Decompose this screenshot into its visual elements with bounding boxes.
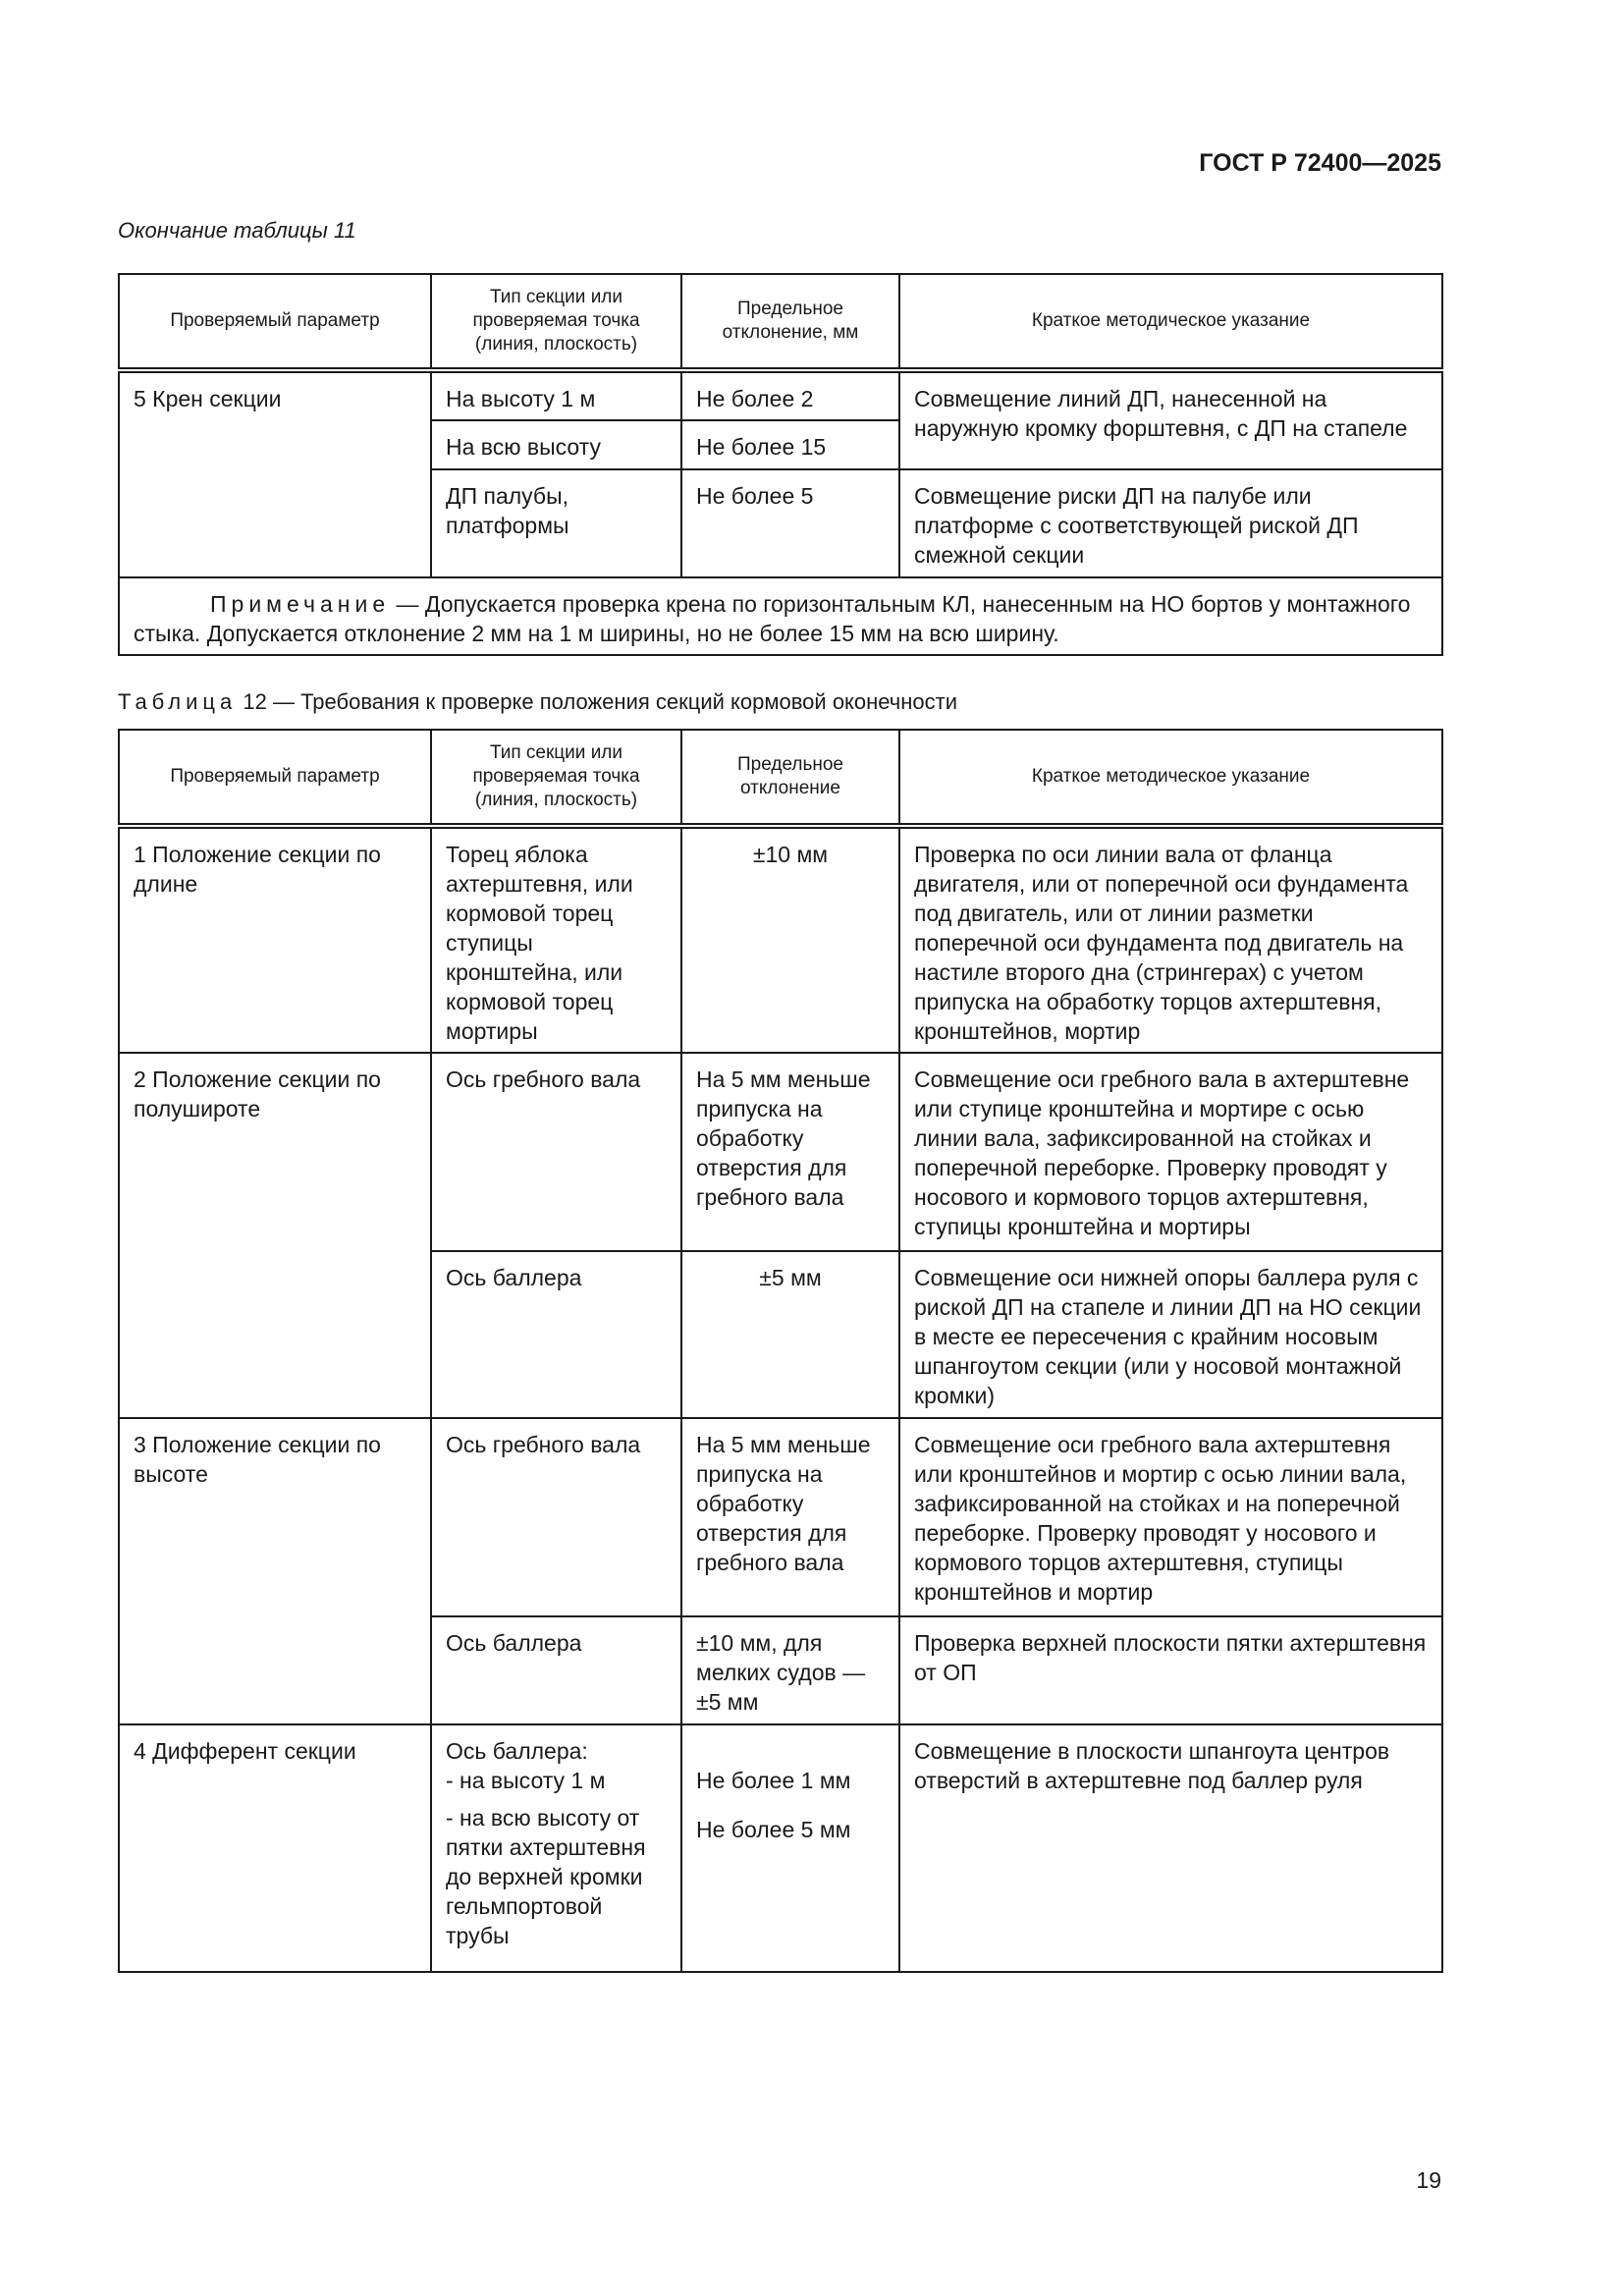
- param-cell: 1 Положение секции по длине: [119, 826, 431, 1053]
- table-row: [119, 1724, 1442, 1972]
- column-header: Краткое методическое указание: [899, 274, 1442, 370]
- limit-cell: ±5 мм: [681, 1251, 899, 1418]
- method-cell: Совмещение оси гребного вала ахтерштевня или кронштейнов и мортир с осью линии вала, зафиксированной на стойках и на поперечной переборке. Проверку проводят у носового и кормового торцов ахтерштевня, ступицы кронштейнов и мортир: [899, 1418, 1442, 1616]
- limit-cell: Не более 15: [681, 420, 899, 469]
- limit-cell: Не более 5: [681, 469, 899, 577]
- type-cell: Ось гребного вала: [431, 1053, 681, 1251]
- table12-caption: [118, 689, 957, 715]
- method-cell: Совмещение в плоскости шпангоута центров отверстий в ахтерштевне под баллер руля: [899, 1724, 1442, 1972]
- limit-cell: ±10 мм, для мелких судов — ±5 мм: [681, 1616, 899, 1724]
- type-line: - на всю высоту от пятки ахтерштевня до верхней кромки гельмпортовой трубы: [446, 1805, 646, 1948]
- column-header: Краткое методическое указание: [899, 730, 1442, 826]
- limit-line: Не более 1 мм: [696, 1768, 851, 1793]
- column-header: Тип секции или проверяемая точка (линия, плоскость): [431, 730, 681, 826]
- table-row: [119, 370, 1442, 420]
- type-cell: Ось баллера: [431, 1616, 681, 1724]
- param-cell: 3 Положение секции по высоте: [119, 1418, 431, 1724]
- method-cell: Совмещение оси гребного вала в ахтерштевне или ступице кронштейна и мортире с осью линии вала, зафиксированной на стойках и поперечной переборке. Проверку проводят у носового и кормового торцов ахтерштевня, ступицы кронштейна и мортиры: [899, 1053, 1442, 1251]
- standard-code: ГОСТ Р 72400—2025: [1199, 149, 1441, 177]
- limit-cell: ±10 мм: [681, 826, 899, 1053]
- param-cell: 4 Дифферент секции: [119, 1724, 431, 1972]
- table-12: [118, 729, 1443, 1973]
- type-line: Ось баллера:: [446, 1738, 588, 1764]
- method-cell: Совмещение линий ДП, нанесенной на наружную кромку форштевня, с ДП на стапеле: [899, 370, 1442, 469]
- table-row: [119, 1053, 1442, 1251]
- limit-cell: На 5 мм меньше припуска на обработку отверстия для гребного вала: [681, 1053, 899, 1251]
- table12-header-row: [119, 730, 1442, 826]
- limit-cell: Не более 2: [681, 370, 899, 420]
- note-row: [119, 577, 1442, 655]
- type-cell: Ось гребного вала: [431, 1418, 681, 1616]
- column-header: Проверяемый параметр: [119, 274, 431, 370]
- column-header: Тип секции или проверяемая точка (линия, плоскость): [431, 274, 681, 370]
- table12-caption-label: Таблица: [118, 689, 238, 714]
- param-cell: 2 Положение секции по полушироте: [119, 1053, 431, 1418]
- note-label: Примечание: [210, 591, 391, 617]
- type-cell: На высоту 1 м: [431, 370, 681, 420]
- type-cell: [431, 1724, 681, 1972]
- note-cell: [119, 577, 1442, 655]
- table-11: [118, 273, 1443, 656]
- method-cell: Проверка по оси линии вала от фланца двигателя, или от поперечной оси фундамента под двигатель, или от линии разметки поперечной оси фундамента под двигатель на настиле второго дна (стрингерах) с учетом припуска на обработку торцов ахтерштевня, кронштейнов, мортир: [899, 826, 1442, 1053]
- table-row: [119, 826, 1442, 1053]
- note-text: — Допускается проверка крена по горизонтальным КЛ, нанесенным на НО бортов у монтажного стыка. Допускается отклонение 2 мм на 1 м ширины, но не более 15 мм на всю ширину.: [134, 591, 1411, 646]
- table-row: [119, 1418, 1442, 1616]
- type-cell: ДП палубы, платформы: [431, 469, 681, 577]
- type-line: - на высоту 1 м: [446, 1768, 606, 1793]
- column-header: Предельное отклонение: [681, 730, 899, 826]
- table11-caption: Окончание таблицы 11: [118, 218, 356, 243]
- method-cell: Совмещение оси нижней опоры баллера руля с риской ДП на стапеле и линии ДП на НО секции в месте ее пересечения с крайним носовым шпангоутом секции (или у носовой монтажной кромки): [899, 1251, 1442, 1418]
- type-cell: Торец яблока ахтерштевня, или кормовой торец ступицы кронштейна, или кормовой торец мортиры: [431, 826, 681, 1053]
- table12-caption-text: 12 — Требования к проверке положения секций кормовой оконечности: [237, 689, 958, 714]
- page-number: 19: [1416, 2167, 1441, 2193]
- param-cell: 5 Крен секции: [119, 370, 431, 577]
- limit-cell: [681, 1724, 899, 1972]
- method-cell: Совмещение риски ДП на палубе или платформе с соответствующей риской ДП смежной секции: [899, 469, 1442, 577]
- column-header: Предельное отклонение, мм: [681, 274, 899, 370]
- table11-header-row: [119, 274, 1442, 370]
- method-cell: Проверка верхней плоскости пятки ахтерштевня от ОП: [899, 1616, 1442, 1724]
- limit-line: Не более 5 мм: [696, 1817, 851, 1842]
- column-header: Проверяемый параметр: [119, 730, 431, 826]
- limit-cell: На 5 мм меньше припуска на обработку отверстия для гребного вала: [681, 1418, 899, 1616]
- type-cell: Ось баллера: [431, 1251, 681, 1418]
- type-cell: На всю высоту: [431, 420, 681, 469]
